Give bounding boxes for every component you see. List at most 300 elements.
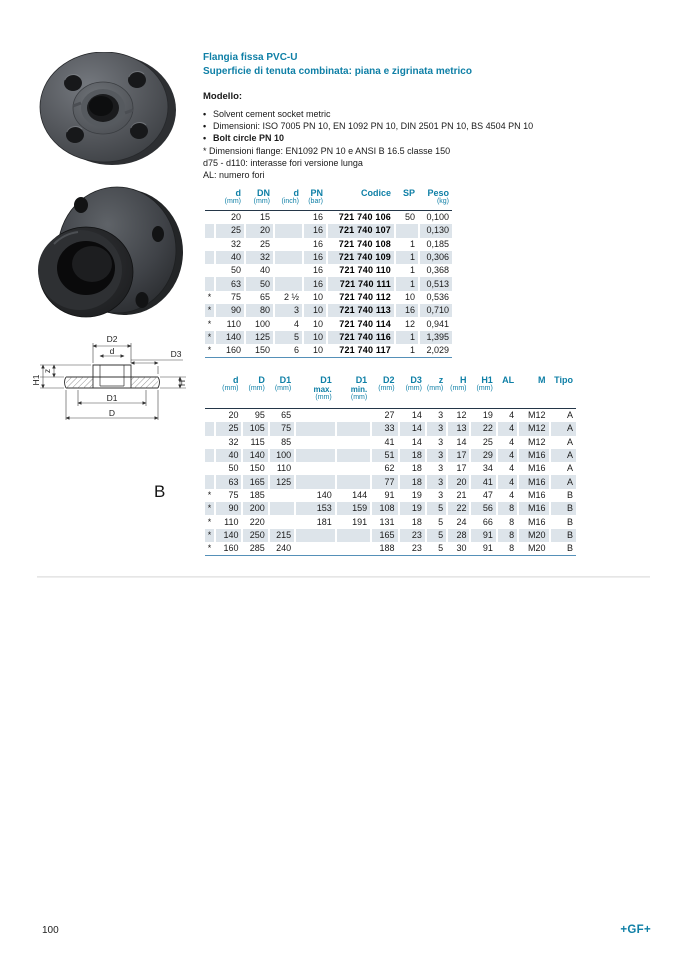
table-cell: 16 xyxy=(396,304,418,317)
table-cell: 25 xyxy=(216,422,241,435)
table-cell: A xyxy=(551,475,576,488)
flange-photo-a xyxy=(30,52,188,175)
table-cell: 32 xyxy=(228,436,239,447)
table-row xyxy=(205,264,452,277)
table-cell: 110 xyxy=(224,516,239,527)
table-cell: 19 xyxy=(482,410,493,421)
table-row xyxy=(205,291,452,304)
notes-block xyxy=(203,145,673,181)
table-cell: M12 xyxy=(528,436,546,447)
table-cell: M16 xyxy=(519,502,548,515)
flange-a-image xyxy=(30,52,188,170)
table-cell: 10 xyxy=(304,304,326,317)
column-header: D1 max. (mm) xyxy=(313,375,332,401)
table-cell: * xyxy=(207,318,212,329)
table-cell: 16 xyxy=(304,224,326,237)
table-cell: 12 xyxy=(404,318,415,329)
column-header: z (mm) xyxy=(426,375,444,392)
table-cell: 40 xyxy=(216,449,241,462)
table-cell: 14 xyxy=(456,436,467,447)
page-title: Flangia fissa PVC-U xyxy=(203,52,298,63)
table-cell: 4 xyxy=(509,410,515,421)
table-cell: 100 xyxy=(254,318,270,329)
table-cell: 16 xyxy=(312,265,323,276)
bullet-text: Solvent cement socket metric xyxy=(213,109,331,119)
gf-logo: +GF+ xyxy=(620,924,651,936)
table-cell: 40 xyxy=(259,265,270,276)
table-cell: 50 xyxy=(230,265,241,276)
column-header: D3 (mm) xyxy=(405,375,422,392)
table-cell xyxy=(337,449,370,462)
note-line: * Dimensioni flange: EN1092 PN 10 e ANSI B 16.5 classe 150 xyxy=(203,146,451,156)
column-header: d (inch) xyxy=(281,188,299,205)
bullet-icon: • xyxy=(203,109,207,119)
table-cell: 5 xyxy=(427,529,446,542)
table-cell xyxy=(275,238,302,251)
column-header: Tipo xyxy=(554,375,573,385)
table-cell: 3 xyxy=(438,489,444,500)
table-cell: 721 740 111 xyxy=(328,277,394,290)
table-cell: 0,710 xyxy=(420,304,452,317)
model-bullet xyxy=(203,108,673,120)
table-cell: 0,536 xyxy=(426,291,449,302)
table-cell: 25 xyxy=(216,224,244,237)
table-cell: 14 xyxy=(411,436,422,447)
table-cell: 13 xyxy=(448,422,469,435)
table-cell: 0,306 xyxy=(420,251,452,264)
column-header: D (mm) xyxy=(248,375,265,392)
table-cell: 4 xyxy=(293,318,299,329)
table-cell: 15 xyxy=(259,212,270,223)
table-cell: M12 xyxy=(528,410,546,421)
column-header: D1 (mm) xyxy=(274,375,292,392)
table-row xyxy=(205,277,452,290)
table-cell: 3 xyxy=(438,436,444,447)
table-cell: * xyxy=(207,345,212,356)
table-cell xyxy=(205,462,214,475)
table-row xyxy=(205,489,576,502)
table-cell xyxy=(275,211,302,224)
table-cell: 34 xyxy=(482,463,493,474)
table-cell xyxy=(205,409,214,422)
table-cell: 160 xyxy=(223,543,239,554)
model-heading: Modello: xyxy=(203,91,243,102)
table-cell: 23 xyxy=(400,529,425,542)
column-header: SP xyxy=(402,188,415,198)
table-cell: 50 xyxy=(246,277,273,290)
table-cell: 144 xyxy=(352,489,368,500)
table-header-row xyxy=(205,188,452,210)
table-cell: 41 xyxy=(384,436,395,447)
table-cell xyxy=(270,515,294,528)
dim-label-h1: H1 xyxy=(31,374,41,386)
dim-label-d2: D2 xyxy=(106,334,118,344)
column-header: D2 (mm) xyxy=(378,375,395,392)
table-cell: 3 xyxy=(427,422,446,435)
table-row xyxy=(205,211,452,224)
table-cell: 140 xyxy=(216,331,244,344)
table-cell: 19 xyxy=(411,489,422,500)
table-cell: 131 xyxy=(379,516,395,527)
table-cell: 8 xyxy=(498,529,517,542)
table-cell: 50 xyxy=(228,463,239,474)
dim-label-d: d xyxy=(109,346,115,356)
table-cell: 721 740 109 xyxy=(328,251,394,264)
table-cell: 22 xyxy=(448,502,469,515)
table-row xyxy=(205,436,576,449)
table-cell: M16 xyxy=(528,463,546,474)
page-title-block xyxy=(203,51,663,79)
table-cell: 85 xyxy=(281,436,292,447)
table-cell: 50 xyxy=(404,212,415,223)
table-cell: 10 xyxy=(404,291,415,302)
table-cell: 721 740 117 xyxy=(339,345,391,356)
table-cell: A xyxy=(551,422,576,435)
table-cell: 3 xyxy=(275,304,302,317)
table-cell: 5 xyxy=(438,516,444,527)
table-row xyxy=(205,475,576,488)
table-cell: 19 xyxy=(400,502,425,515)
column-header: AL xyxy=(502,375,515,385)
table-cell: 75 xyxy=(230,291,241,302)
table-cell: 721 740 107 xyxy=(328,224,394,237)
table-cell: 91 xyxy=(471,529,495,542)
table-cell: 1,395 xyxy=(420,331,452,344)
table-cell: 10 xyxy=(312,345,323,356)
table-cell: 8 xyxy=(509,516,515,527)
table-cell: B xyxy=(551,502,576,515)
table-row xyxy=(205,238,452,251)
table-header-row xyxy=(205,375,576,408)
table-cell: M20 xyxy=(519,529,548,542)
table-cell xyxy=(296,436,335,449)
table-cell xyxy=(337,542,370,555)
column-header: H1 (mm) xyxy=(476,375,493,392)
bullet-icon: • xyxy=(203,133,207,143)
model-section xyxy=(203,91,673,181)
table-cell xyxy=(296,542,335,555)
table-cell: 18 xyxy=(400,449,425,462)
table-cell: 215 xyxy=(270,529,294,542)
table-row xyxy=(205,304,452,317)
note-line: AL: numero fori xyxy=(203,170,265,180)
table-cell xyxy=(296,529,335,542)
table-cell: 32 xyxy=(230,238,241,249)
table-cell: 12 xyxy=(456,410,467,421)
table-cell: B xyxy=(566,489,573,500)
table-cell xyxy=(337,475,370,488)
table-cell: 0,513 xyxy=(420,277,452,290)
table-row xyxy=(205,449,576,462)
table-cell: B xyxy=(551,529,576,542)
bullet-text: Dimensioni: ISO 7005 PN 10, EN 1092 PN 10, DIN 2501 PN 10, BS 4504 PN 10 xyxy=(213,121,534,131)
note-line: d75 - d110: interasse fori versione lunga xyxy=(203,158,363,168)
table-cell xyxy=(205,277,214,290)
table-cell: 220 xyxy=(249,516,265,527)
table-cell: 91 xyxy=(482,543,493,554)
table-cell: 105 xyxy=(243,422,267,435)
model-bullet xyxy=(203,132,673,144)
table-row xyxy=(205,317,452,330)
table-bottom-rule xyxy=(205,555,576,556)
table-cell: 1 xyxy=(409,265,415,276)
table-cell: 159 xyxy=(337,502,370,515)
table-cell: 24 xyxy=(456,516,467,527)
table-cell: 3 xyxy=(438,410,444,421)
table-cell: 191 xyxy=(352,516,368,527)
table-cell: 285 xyxy=(249,543,265,554)
table-cell: 90 xyxy=(216,304,244,317)
table-cell: 0,100 xyxy=(426,212,449,223)
table-cell: 721 740 113 xyxy=(328,304,394,317)
bullet-icon: • xyxy=(203,121,207,131)
dimension-drawing xyxy=(28,330,196,437)
table-cell: 75 xyxy=(270,422,294,435)
table-cell: 63 xyxy=(216,475,241,488)
table-cell xyxy=(337,409,370,422)
table-cell: 91 xyxy=(384,489,395,500)
table-row xyxy=(205,409,576,422)
table-cell xyxy=(396,224,418,237)
table-cell: 8 xyxy=(498,502,517,515)
table-cell: 22 xyxy=(471,422,495,435)
table-cell: 25 xyxy=(482,436,493,447)
table-cell: 721 740 112 xyxy=(339,291,391,302)
table-row xyxy=(205,542,576,555)
table-cell: 185 xyxy=(249,489,265,500)
table-cell xyxy=(270,502,294,515)
dim-label-d1: D1 xyxy=(106,393,118,403)
table-cell: 77 xyxy=(372,475,397,488)
table-cell: 110 xyxy=(226,318,241,329)
table-cell: 3 xyxy=(427,475,446,488)
table-cell: 16 xyxy=(312,238,323,249)
table-cell: 721 740 106 xyxy=(338,212,391,223)
table-cell: 721 740 110 xyxy=(339,265,391,276)
table-cell: 3 xyxy=(438,463,444,474)
table-cell: 21 xyxy=(456,489,467,500)
column-header: Peso (kg) xyxy=(427,188,449,205)
column-header: M xyxy=(538,375,546,385)
table-cell: A xyxy=(566,436,573,447)
table-cell: 181 xyxy=(316,516,332,527)
table-cell: 140 xyxy=(216,529,241,542)
table-cell: 16 xyxy=(304,251,326,264)
table-cell: * xyxy=(205,529,214,542)
table-cell: 10 xyxy=(312,291,323,302)
table-cell: 125 xyxy=(246,331,273,344)
table-cell: 200 xyxy=(243,502,267,515)
table-cell: * xyxy=(207,291,212,302)
table-row xyxy=(205,502,576,515)
table-cell: 4 xyxy=(498,449,517,462)
table-cell: 29 xyxy=(471,449,495,462)
table-cell xyxy=(270,489,294,502)
table-cell: 20 xyxy=(246,224,273,237)
table-cell: 0,941 xyxy=(426,318,449,329)
table-cell: 65 xyxy=(281,410,292,421)
table-cell: 188 xyxy=(379,543,395,554)
table-cell xyxy=(205,238,214,251)
table-cell: 3 xyxy=(427,449,446,462)
table-cell: 100 xyxy=(270,449,294,462)
table-cell: M16 xyxy=(519,449,548,462)
table-cell: M12 xyxy=(519,422,548,435)
table-cell: 20 xyxy=(448,475,469,488)
table-cell: 10 xyxy=(312,318,323,329)
ordering-table xyxy=(203,188,454,358)
column-header: PN (bar) xyxy=(308,188,323,205)
table-cell xyxy=(205,264,214,277)
table-cell xyxy=(275,264,302,277)
table-cell xyxy=(296,422,335,435)
table-cell: 32 xyxy=(246,251,273,264)
model-bullet xyxy=(203,120,673,132)
table-cell: 1 xyxy=(409,238,415,249)
column-header: d (mm) xyxy=(224,188,241,205)
table-cell: 27 xyxy=(384,410,395,421)
column-header: D1 min. (mm) xyxy=(350,375,368,401)
table-cell: 41 xyxy=(471,475,495,488)
table-cell: 18 xyxy=(411,516,422,527)
table-cell: 56 xyxy=(471,502,495,515)
table-cell: 721 740 116 xyxy=(328,331,394,344)
table-cell xyxy=(296,409,335,422)
table-cell xyxy=(205,224,214,237)
table-cell: 5 xyxy=(275,331,302,344)
table-row xyxy=(205,344,452,357)
table-cell: M16 xyxy=(528,489,546,500)
table-cell xyxy=(205,211,214,224)
table-cell: * xyxy=(207,489,212,500)
table-cell: 90 xyxy=(216,502,241,515)
table-row xyxy=(205,224,452,237)
table-cell: 6 xyxy=(293,345,299,356)
table-cell: 30 xyxy=(456,543,467,554)
table-cell: 23 xyxy=(411,543,422,554)
table-cell: 160 xyxy=(225,345,241,356)
table-cell: 20 xyxy=(230,212,241,223)
dimensions-table xyxy=(203,375,578,556)
table-cell: 10 xyxy=(304,331,326,344)
table-cell: A xyxy=(551,449,576,462)
table-cell: 18 xyxy=(400,475,425,488)
table-cell: 33 xyxy=(372,422,397,435)
table-cell: 1 xyxy=(396,277,418,290)
table-cell: 14 xyxy=(400,422,425,435)
table-bottom-rule xyxy=(205,357,452,358)
table-cell xyxy=(205,251,214,264)
table-cell: A xyxy=(566,463,573,474)
table-cell: 5 xyxy=(427,502,446,515)
table-cell: * xyxy=(205,331,214,344)
table-row xyxy=(205,515,576,528)
table-cell: 250 xyxy=(243,529,267,542)
column-header: Codice xyxy=(360,188,391,198)
table-cell xyxy=(205,436,214,449)
table-cell: 62 xyxy=(384,463,395,474)
table-cell: 110 xyxy=(276,463,292,474)
table-cell: M20 xyxy=(528,543,546,554)
table-cell: 65 xyxy=(259,291,270,302)
table-cell: 0,185 xyxy=(426,238,449,249)
table-cell: 108 xyxy=(372,502,397,515)
table-cell: 0,368 xyxy=(426,265,449,276)
table-cell xyxy=(275,277,302,290)
table-cell xyxy=(205,422,214,435)
column-header: DN (mm) xyxy=(253,188,270,205)
table-cell: * xyxy=(207,516,212,527)
table-cell: 75 xyxy=(228,489,239,500)
table-cell: 17 xyxy=(448,449,469,462)
table-cell xyxy=(205,449,214,462)
table-cell: 165 xyxy=(243,475,267,488)
table-cell: B xyxy=(566,543,573,554)
table-cell: 2,029 xyxy=(426,345,449,356)
column-header xyxy=(205,375,214,408)
table-cell: * xyxy=(205,304,214,317)
table-cell: 18 xyxy=(411,463,422,474)
table-cell xyxy=(296,449,335,462)
bullet-text: Bolt circle PN 10 xyxy=(213,133,285,143)
table-cell: 4 xyxy=(498,475,517,488)
table-cell: 4 xyxy=(509,436,515,447)
table-cell: * xyxy=(207,543,212,554)
table-cell: 1 xyxy=(409,345,415,356)
table-cell: 16 xyxy=(304,277,326,290)
table-cell: 28 xyxy=(448,529,469,542)
table-cell: 0,130 xyxy=(420,224,452,237)
table-cell: 1 xyxy=(396,251,418,264)
table-cell: M16 xyxy=(528,516,546,527)
table-cell xyxy=(275,251,302,264)
table-cell: * xyxy=(205,502,214,515)
table-cell: 153 xyxy=(296,502,335,515)
table-cell xyxy=(337,436,370,449)
table-cell: 80 xyxy=(246,304,273,317)
table-cell: 40 xyxy=(216,251,244,264)
table-cell: 20 xyxy=(228,410,239,421)
table-cell: A xyxy=(566,410,573,421)
column-header xyxy=(205,188,214,210)
column-header: H (mm) xyxy=(450,375,467,392)
dim-label-z: z xyxy=(42,368,52,374)
table-cell: M16 xyxy=(519,475,548,488)
table-cell xyxy=(296,475,335,488)
table-cell: 4 xyxy=(509,489,515,500)
table-cell: 240 xyxy=(276,543,292,554)
table-row xyxy=(205,251,452,264)
table-cell: B xyxy=(566,516,573,527)
table-cell: 63 xyxy=(216,277,244,290)
dim-label-d3: D3 xyxy=(170,349,182,359)
table-cell xyxy=(337,462,370,475)
table-cell: 17 xyxy=(456,463,467,474)
table-row xyxy=(205,529,576,542)
table-cell: 25 xyxy=(259,238,270,249)
section-divider xyxy=(37,576,650,578)
table-row xyxy=(205,331,452,344)
table-cell: 5 xyxy=(438,543,444,554)
table-cell: 721 740 114 xyxy=(339,318,391,329)
table-cell: 1 xyxy=(396,331,418,344)
table-row xyxy=(205,462,576,475)
table-cell xyxy=(275,224,302,237)
table-cell: 115 xyxy=(250,436,265,447)
table-cell: 165 xyxy=(372,529,397,542)
dim-label-dfull: D xyxy=(108,408,116,418)
table-cell: 51 xyxy=(372,449,397,462)
